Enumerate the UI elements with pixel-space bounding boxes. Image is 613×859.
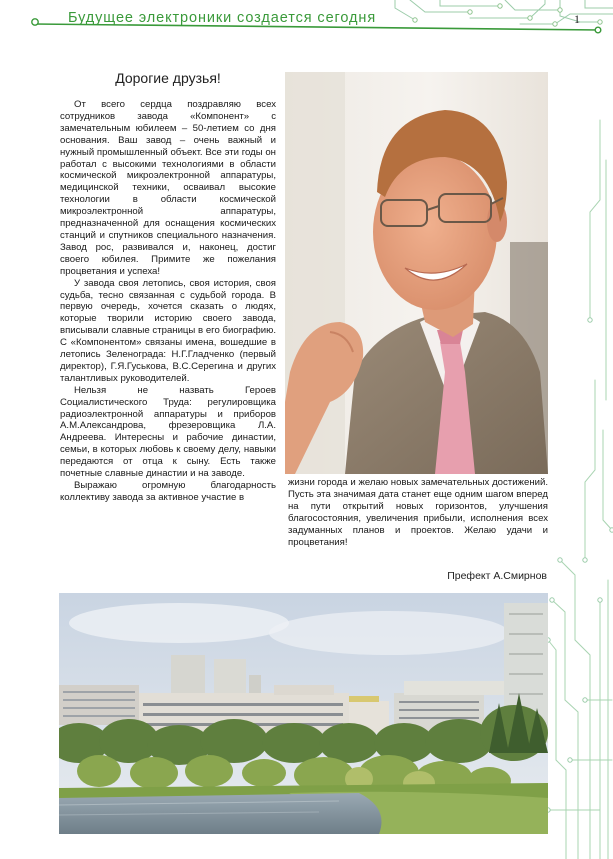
city-landscape-photo (59, 593, 548, 834)
page-number: 1 (574, 12, 580, 26)
article-paragraph: Нельзя не назвать Героев Социалистического Труда: регулировщика радиоэлектронной аппаратуры и приборов А.М.Александрова, фрезеровщика Л.А. Андреева. Интересны и рабочие династии, семьи, в которых любовь к своему делу, навыки передаются от отца к сыну. Есть также почетные славные династии и на заводе. (60, 384, 276, 480)
article-paragraph: У завода своя летопись, своя история, своя судьба, тесно связанная с судьбой города. В первую очередь, хочется сказать о людях, которые творили историю своего завода, вписывали славные страницы в его биографию. С «Компонентом» связаны имена, вошедшие в летопись Зеленограда: Н.Г.Гладченко (первый директор), Г.Я.Гуськова, В.С.Серегина и других талантливых руководителей. (60, 277, 276, 384)
portrait-photo (285, 72, 548, 474)
article-paragraph: Выражаю огромную благодарность коллективу завода за активное участие в (60, 480, 276, 503)
article-heading: Дорогие друзья! (115, 70, 221, 86)
article-left-column (60, 99, 276, 504)
article-paragraph: жизни города и желаю новых замечательных достижений. Пусть эта значимая дата станет еще одним шагом вперед на пути открытий новых горизонтов, улучшения благосостояния, увеличения прибыли, исполнения всех задуманных планов и проектов. Желаю удачи и процветания! (288, 477, 548, 548)
article-right-column (288, 477, 548, 548)
article-paragraph: От всего сердца поздравляю всех сотрудников завода «Компонент» с замечательным юбилеем – 50-летием со дня основания. Ваш завод – очень важный и нужный промышленный объект. Все эти годы он работал с высокими технологиями в области космической микроэлектронной аппаратуры, медицинской техники, осваивал высокие технологии в области космической микроэлектронной аппаратуры, предназначенной для оснащения космических станций и спутников специального назначения. Завод рос, развивался и, наконец, достиг своего юбилея. Примите же пожелания процветания и успеха! (60, 99, 276, 277)
header-title: Будущее электроники создается сегодня (68, 10, 377, 26)
signature: Префект А.Смирнов (447, 570, 547, 582)
